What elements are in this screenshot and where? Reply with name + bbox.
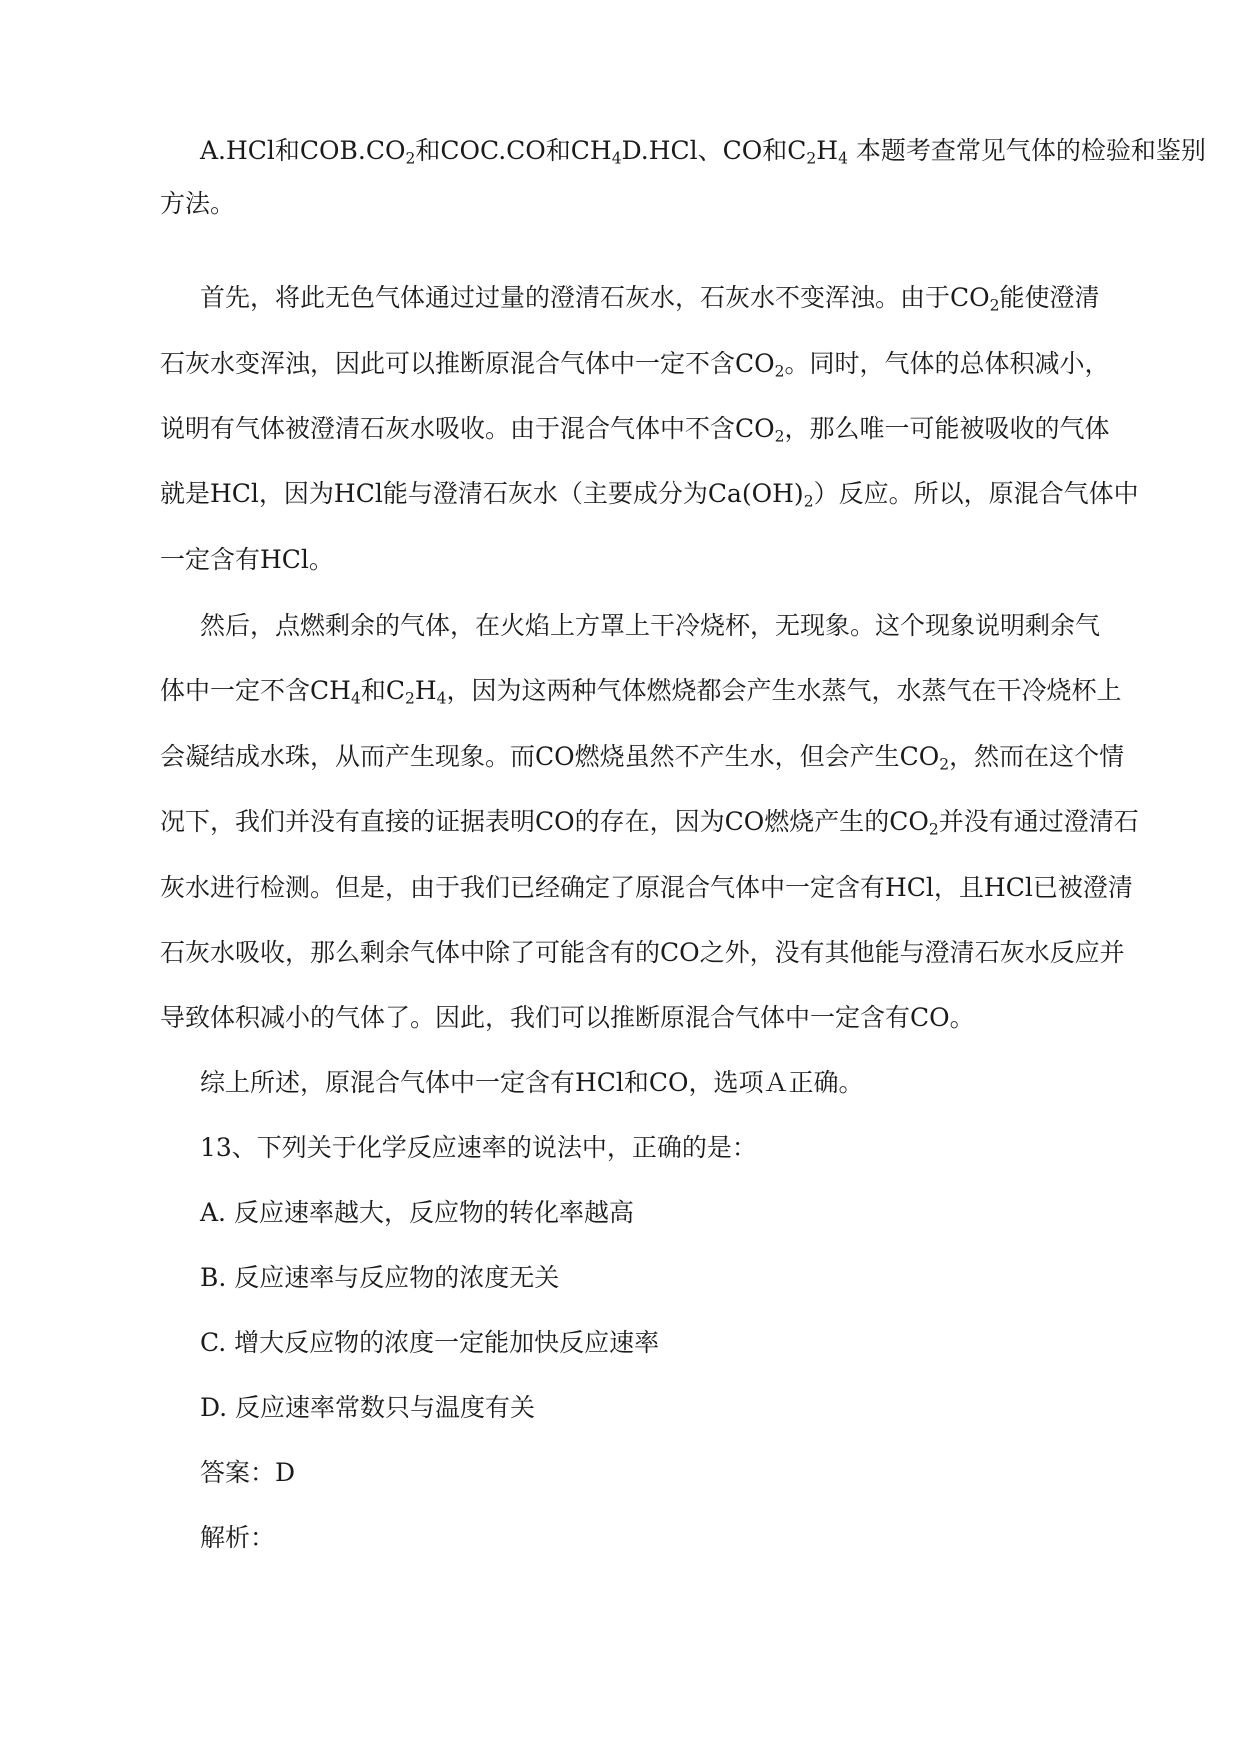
- text-line: 一定含有HCl。: [160, 545, 334, 574]
- text-line: 说明有气体被澄清石灰水吸收。由于混合气体中不含$CO_2$，那么唯一可能被吸收的气体: [160, 414, 1110, 446]
- text-line: 首先，将此无色气体通过过量的澄清石灰水，石灰水不变浑浊。由于$CO_2$能使澄清: [200, 283, 1100, 315]
- answer-text: 答案：D: [200, 1458, 296, 1487]
- conclusion-text: 综上所述，原混合气体中一定含有HCl和CO，选项Ａ正确。: [200, 1068, 864, 1097]
- text-line: 导致体积减小的气体了。因此，我们可以推断原混合气体中一定含有CO。: [160, 1003, 975, 1032]
- text-line: 石灰水吸收，那么剩余气体中除了可能含有的CO之外，没有其他能与澄清石灰水反应并: [160, 938, 1125, 967]
- text-line: 会凝结成水珠，从而产生现象。而CO燃烧虽然不产生水，但会产生$CO_2$，然而在这个情: [160, 742, 1125, 774]
- text-line: 石灰水变浑浊，因此可以推断原混合气体中一定不含$CO_2$。同时，气体的总体积减小，: [160, 349, 1110, 381]
- text-line: 然后，点燃剩余的气体，在火焰上方罩上干冷烧杯，无现象。这个现象说明剩余气: [200, 611, 1101, 640]
- option-d: D. 反应速率常数只与温度有关: [200, 1393, 536, 1422]
- text-line: 灰水进行检测。但是，由于我们已经确定了原混合气体中一定含有HCl，且HCl已被澄清: [160, 873, 1133, 902]
- text-line: 况下，我们并没有直接的证据表明CO的存在，因为CO燃烧产生的$CO_2$并没有通过澄清石: [160, 807, 1139, 839]
- question-13: 13、下列关于化学反应速率的说法中，正确的是：: [200, 1133, 757, 1162]
- text-line: A.HCl和$COB.CO_2$和COC.CO和$CH_4D.HCl$、CO和$C_2H_4$ 本题考查常见气体的检验和鉴别: [200, 136, 1206, 168]
- text-line: 体中一定不含$CH_4$和$C_2H_4$，因为这两种气体燃烧都会产生水蒸气，水蒸气在干冷烧杯上: [160, 676, 1122, 708]
- text-line: 就是HCl，因为HCl能与澄清石灰水（主要成分为$Ca(OH)_2$）反应。所以，原混合气体中: [160, 479, 1139, 511]
- text-line: 方法。: [160, 189, 236, 218]
- analysis-label: 解析：: [200, 1523, 276, 1552]
- option-a: A. 反应速率越大，反应物的转化率越高: [200, 1198, 634, 1227]
- option-c: C. 增大反应物的浓度一定能加快反应速率: [200, 1328, 660, 1357]
- option-b: B. 反应速率与反应物的浓度无关: [200, 1263, 560, 1292]
